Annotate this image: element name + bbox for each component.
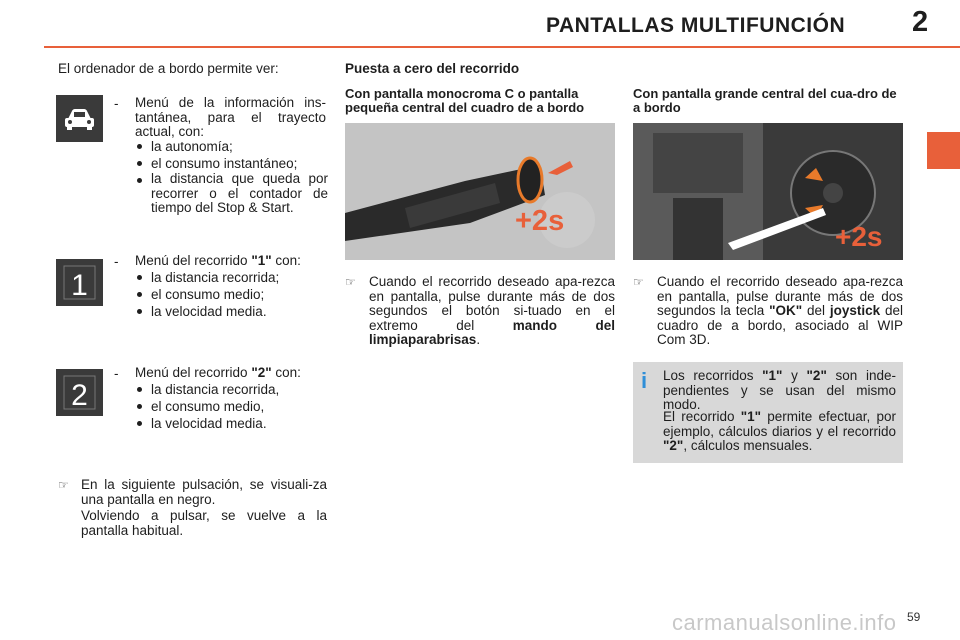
list-item: el consumo instantáneo; — [135, 155, 328, 172]
list-item: la velocidad media. — [135, 415, 328, 432]
trip-2-icon — [56, 369, 103, 416]
watermark: carmanualsonline.info — [672, 610, 897, 635]
chapter-tab — [927, 132, 960, 169]
block-1-list — [135, 269, 328, 321]
right-subtitle: Con pantalla grande central del cua-dro de a bordo — [633, 86, 897, 115]
dash-marker: - — [114, 366, 119, 381]
page-number: 59 — [907, 610, 921, 624]
section-title: Puesta a cero del recorrido — [345, 61, 520, 76]
block-a-list — [135, 138, 328, 216]
svg-text:1: 1 — [71, 269, 88, 302]
car-icon — [56, 95, 103, 142]
header-rule — [44, 46, 960, 48]
page-title: PANTALLAS MULTIFUNCIÓN — [546, 14, 846, 37]
middle-subtitle: Con pantalla monocroma C o pantalla pequeña central del cuadro de a bordo — [345, 86, 585, 115]
info-paragraph-1: Los recorridos "1" y "2" son inde-pendientes y se usan del mismo modo. — [663, 368, 896, 412]
trip-1-icon — [56, 259, 103, 306]
dash-marker: - — [114, 96, 119, 111]
svg-text:2: 2 — [71, 379, 88, 412]
hold-2s-badge: +2s — [835, 221, 883, 252]
hand-pointer-icon: ☞ — [58, 478, 69, 492]
hand-pointer-icon: ☞ — [345, 275, 356, 289]
dash-marker: - — [114, 254, 119, 269]
list-item: el consumo medio, — [135, 398, 328, 415]
right-instruction: Cuando el recorrido deseado apa-rezca en pantalla, pulse durante más de dos segundos la tecla "OK" del joystick del cuadro de a bordo, asociado al WIP Com 3D. — [657, 274, 903, 347]
note-2: Volviendo a pulsar, se vuelve a la pantalla habitual. — [81, 508, 327, 538]
wiper-stalk-photo — [345, 123, 615, 260]
list-item: la distancia recorrida; — [135, 269, 328, 286]
intro-text: El ordenador de a bordo permite ver: — [58, 61, 279, 76]
block-a-text: Menú de la información ins-tantánea, para el trayecto actual, con: — [135, 95, 326, 139]
info-paragraph-2: El recorrido "1" permite efectuar, por ejemplo, cálculos diarios y el recorrido "2", cálculos mensuales. — [663, 409, 896, 453]
block-2-list — [135, 381, 328, 433]
info-icon: i — [641, 368, 648, 393]
note-1: En la siguiente pulsación, se visuali-za una pantalla en negro. — [81, 477, 327, 507]
list-item: el consumo medio; — [135, 286, 328, 303]
list-item: la distancia recorrida, — [135, 381, 328, 398]
chapter-number: 2 — [912, 6, 929, 38]
list-item: la velocidad media. — [135, 303, 328, 320]
block-1-text: Menú del recorrido "1" con: — [135, 253, 301, 268]
hold-2s-badge: +2s — [515, 205, 565, 237]
list-item: la autonomía; — [135, 138, 328, 155]
middle-instruction: Cuando el recorrido deseado apa-rezca en pantalla, pulse durante más de dos segundos el botón si-tuado en el extremo del mando del limpiaparabrisas. — [369, 274, 615, 347]
hand-pointer-icon: ☞ — [633, 275, 644, 289]
list-item: la distancia que queda por recorrer o el contador de tiempo del Stop & Start. — [135, 172, 328, 216]
block-2-text: Menú del recorrido "2" con: — [135, 365, 301, 380]
